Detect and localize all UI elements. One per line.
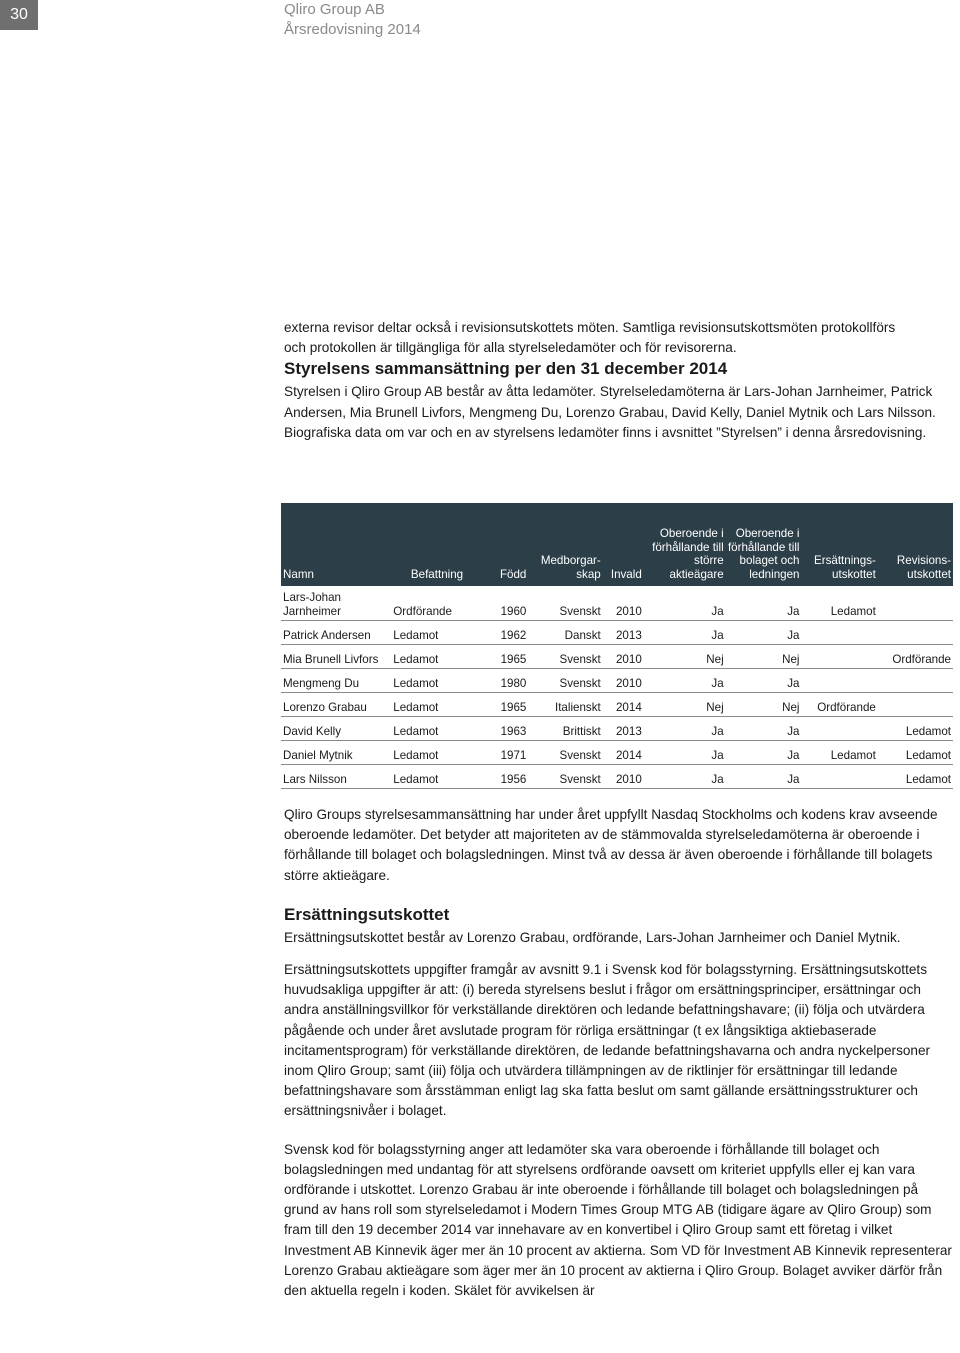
cell-citizenship: Svenskt: [528, 764, 602, 788]
cell-name: Lars Nilsson: [281, 764, 391, 788]
header-citizenship: Medborgar-skap: [528, 503, 602, 586]
cell-name: Lorenzo Grabau: [281, 692, 391, 716]
intro-line-1: externa revisor deltar också i revisionsutskottets möten. Samtliga revisionsutskottsmöten protokollförs: [284, 320, 896, 335]
cell-audit: [878, 692, 953, 716]
intro-section: [284, 318, 952, 443]
cell-role: Ledamot: [391, 740, 482, 764]
cell-born: 1962: [483, 620, 529, 644]
cell-ind-owner: Ja: [644, 764, 726, 788]
body-after-table: [284, 805, 952, 1301]
cell-ind-company: Ja: [726, 764, 802, 788]
cell-elected: 2014: [603, 692, 644, 716]
cell-role: Ledamot: [391, 620, 482, 644]
board-table: [281, 503, 953, 789]
cell-remuneration: Ledamot: [802, 740, 878, 764]
cell-ind-company: Ja: [726, 740, 802, 764]
cell-role: Ledamot: [391, 668, 482, 692]
table-row: [281, 644, 953, 668]
cell-audit: Ledamot: [878, 716, 953, 740]
header-remuneration: Ersättnings-utskottet: [802, 503, 878, 586]
remuneration-members-paragraph: Ersättningsutskottet består av Lorenzo Grabau, ordförande, Lars-Johan Jarnheimer och Daniel Mytnik.: [284, 929, 901, 945]
header-elected: Invald: [603, 503, 644, 586]
table-row: [281, 586, 953, 620]
header-independent-company: Oberoende i förhållande till bolaget och ledningen: [726, 503, 802, 586]
header-audit: Revisions-utskottet: [878, 503, 953, 586]
header-role: Befattning: [391, 503, 482, 586]
cell-ind-owner: Ja: [644, 620, 726, 644]
cell-remuneration: Ordförande: [802, 692, 878, 716]
cell-ind-owner: Nej: [644, 692, 726, 716]
cell-citizenship: Svenskt: [528, 586, 602, 620]
cell-born: 1963: [483, 716, 529, 740]
cell-elected: 2010: [603, 644, 644, 668]
cell-remuneration: [802, 764, 878, 788]
cell-citizenship: Svenskt: [528, 668, 602, 692]
cell-citizenship: Italienskt: [528, 692, 602, 716]
cell-role: Ledamot: [391, 716, 482, 740]
cell-elected: 2013: [603, 620, 644, 644]
cell-ind-company: Ja: [726, 586, 802, 620]
page-number: 30: [0, 0, 38, 30]
cell-ind-company: Ja: [726, 668, 802, 692]
cell-citizenship: Svenskt: [528, 740, 602, 764]
cell-role: Ledamot: [391, 644, 482, 668]
cell-ind-owner: Nej: [644, 644, 726, 668]
cell-role: Ledamot: [391, 764, 482, 788]
company-name: Qliro Group AB: [284, 1, 385, 18]
cell-elected: 2014: [603, 740, 644, 764]
cell-name: David Kelly: [281, 716, 391, 740]
table-header-row: [281, 503, 953, 586]
composition-paragraph: Styrelsen i Qliro Group AB består av åtta ledamöter. Styrelseledamöterna är Lars-Johan Jarnheimer, Patrick Andersen, Mia Brunell Livfors, Mengmeng Du, Lorenzo Grabau, David Kelly, Daniel Mytnik och Lars Nilsson. Biografiska data om var och en av styrelsens ledamöter finns i avsnittet ”Styrelsen” i denna årsredovisning.: [284, 384, 936, 440]
cell-name: Mia Brunell Livfors: [281, 644, 391, 668]
cell-audit: Ledamot: [878, 740, 953, 764]
cell-name: Patrick Andersen: [281, 620, 391, 644]
cell-ind-company: Nej: [726, 644, 802, 668]
cell-audit: [878, 586, 953, 620]
cell-audit: [878, 620, 953, 644]
cell-remuneration: [802, 716, 878, 740]
independence-paragraph: Qliro Groups styrelsesammansättning har under året uppfyllt Nasdaq Stockholms och kodens krav avseende oberoende ledamöter. Det betyder att majoriteten av de stämmovalda styrelseledamöterna är oberoende i förhållande till bolaget och bolagsledningen. Minst två av dessa är även oberoende i förhållande till bolagets större aktieägare.: [284, 807, 938, 883]
cell-citizenship: Danskt: [528, 620, 602, 644]
cell-ind-owner: Ja: [644, 716, 726, 740]
cell-remuneration: [802, 668, 878, 692]
cell-audit: Ledamot: [878, 764, 953, 788]
cell-elected: 2010: [603, 764, 644, 788]
cell-born: 1960: [483, 586, 529, 620]
cell-ind-owner: Ja: [644, 740, 726, 764]
cell-role: Ordförande: [391, 586, 482, 620]
independence-code-paragraph: Svensk kod för bolagsstyrning anger att ledamöter ska vara oberoende i förhållande till bolaget och bolagsledningen med undantag för att styrelsens ordförande oavsett om kriteriet uppfylls eller ej kan vara ordförande i utskottet. Lorenzo Grabau är inte oberoende i förhållande till bolaget och bolagsledningen på grund av hans roll som styrelseledamot i Modern Times Group MTG AB (tidigare ägare av Qliro Group) som fram till den 19 december 2014 var innehavare av en konvertibel i Qliro Group samt ett företag i vilket Investment AB Kinnevik äger mer än 10 procent av aktierna. Som VD för Investment AB Kinnevik representerar Lorenzo Grabau aktieägare som äger mer än 10 procent av aktierna i Qliro Group. Bolaget avviker därför från den aktuella regeln i koden. Skälet för avvikelsen är: [284, 1141, 952, 1299]
intro-line-2: och protokollen är tillgängliga för alla styrelseledamöter och för revisorerna.: [284, 340, 737, 356]
cell-ind-company: Nej: [726, 692, 802, 716]
header-born: Född: [483, 503, 529, 586]
report-title: Årsredovisning 2014: [284, 21, 421, 38]
cell-role: Ledamot: [391, 692, 482, 716]
cell-remuneration: [802, 620, 878, 644]
table-row: [281, 692, 953, 716]
header-independent-owner: Oberoende i förhållande till större aktieägare: [644, 503, 726, 586]
cell-elected: 2010: [603, 586, 644, 620]
cell-ind-owner: Ja: [644, 586, 726, 620]
cell-ind-owner: Ja: [644, 668, 726, 692]
cell-remuneration: [802, 644, 878, 668]
table-row: [281, 764, 953, 788]
table-row: [281, 716, 953, 740]
remuneration-tasks-paragraph: Ersättningsutskottets uppgifter framgår av avsnitt 9.1 i Svensk kod för bolagsstyrning. Ersättningsutskottets huvudsakliga uppgifter är att: (i) bereda styrelsens beslut i frågor om ersättningsprinciper, ersättningar och andra anställningsvillkor för verkställande direktören och ledande befattningshavare; (ii) följa och utvärdera pågående och under året avslutade program för rörliga ersättningar (t ex långsiktiga aktiebaserade incitamentsprogram) för verkställande direktören, de ledande befattningshavarna och andra nyckelpersoner inom Qliro Group; samt (iii) följa och utvärdera tillämpningen av de riktlinjer för ersättningar till ledande befattningshavare som årsstämman enligt lag ska fatta beslut om samt gällande ersättningsstrukturer och ersättningsnivåer i bolaget.: [284, 962, 931, 1119]
cell-remuneration: Ledamot: [802, 586, 878, 620]
cell-citizenship: Svenskt: [528, 644, 602, 668]
cell-elected: 2010: [603, 668, 644, 692]
cell-born: 1971: [483, 740, 529, 764]
cell-name: Lars-Johan Jarnheimer: [281, 586, 391, 620]
header-name: Namn: [281, 503, 391, 586]
cell-ind-company: Ja: [726, 716, 802, 740]
table-row: [281, 740, 953, 764]
cell-name: Daniel Mytnik: [281, 740, 391, 764]
cell-citizenship: Brittiskt: [528, 716, 602, 740]
table-row: [281, 620, 953, 644]
section-heading-remuneration: Ersättningsutskottet: [284, 904, 450, 924]
section-heading-composition: Styrelsens sammansättning per den 31 december 2014: [284, 359, 728, 379]
cell-elected: 2013: [603, 716, 644, 740]
cell-born: 1965: [483, 692, 529, 716]
cell-born: 1965: [483, 644, 529, 668]
cell-born: 1980: [483, 668, 529, 692]
cell-name: Mengmeng Du: [281, 668, 391, 692]
cell-audit: Ordförande: [878, 644, 953, 668]
cell-audit: [878, 668, 953, 692]
table-row: [281, 668, 953, 692]
cell-born: 1956: [483, 764, 529, 788]
cell-ind-company: Ja: [726, 620, 802, 644]
